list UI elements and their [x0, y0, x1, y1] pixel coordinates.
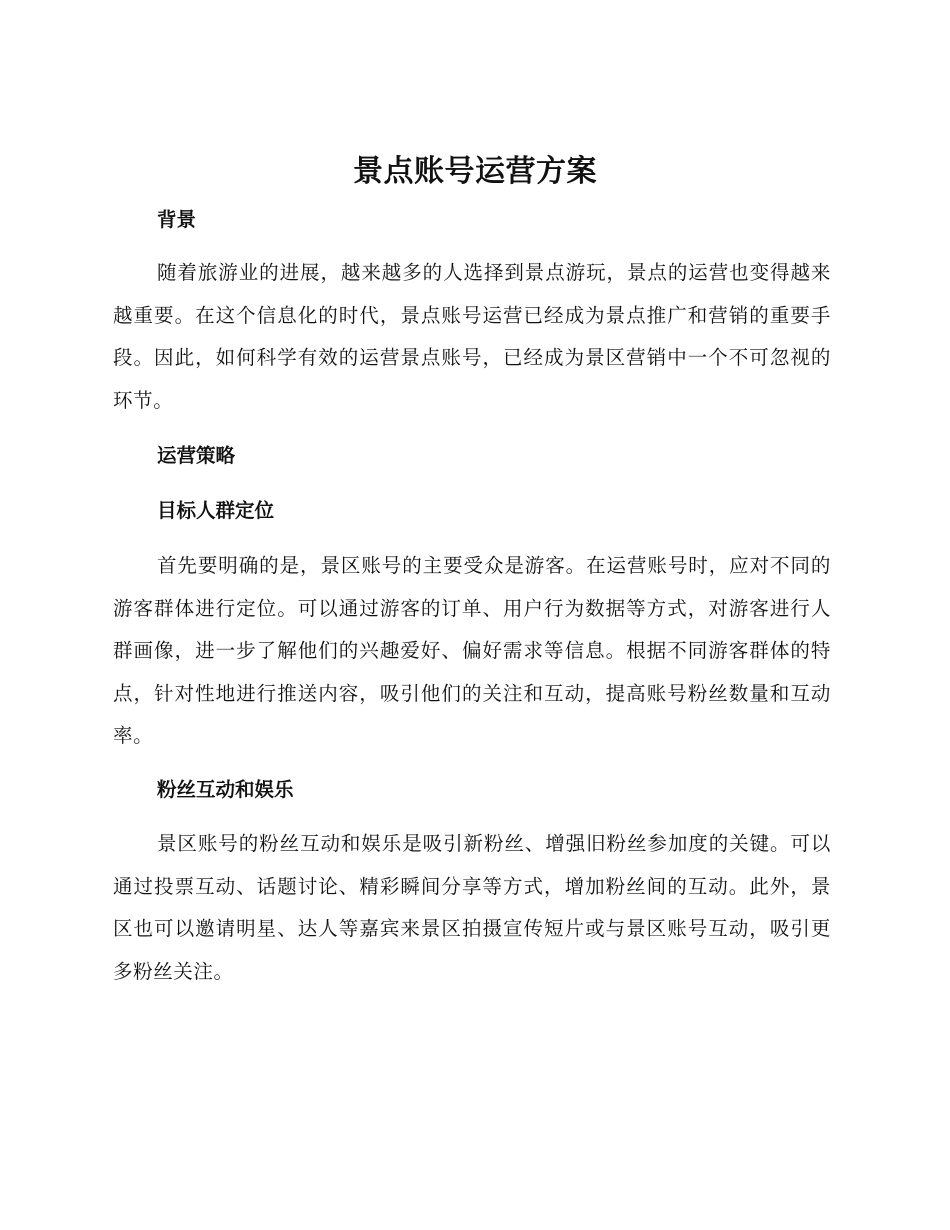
- section-paragraph-fan-interaction: 景区账号的粉丝互动和娱乐是吸引新粉丝、增强旧粉丝参加度的关键。可以通过投票互动、话题讨论、精彩瞬间分享等方式，增加粉丝间的互动。此外，景区也可以邀请明星、达人等嘉宾来景区拍摄宣传短片或与景区账号互动，吸引更多粉丝关注。: [113, 832, 831, 983]
- section-heading-strategy: 运营策略: [157, 444, 236, 467]
- section-heading-fan-interaction: 粉丝互动和娱乐: [157, 778, 294, 801]
- section-heading-target-audience: 目标人群定位: [157, 499, 275, 522]
- document-title: 景点账号运营方案: [353, 154, 597, 189]
- section-paragraph-background: 随着旅游业的进展，越来越多的人选择到景点游玩，景点的运营也变得越来越重要。在这个信息化的时代，景点账号运营已经成为景点推广和营销的重要手段。因此，如何科学有效的运营景点账号，已经成为景区营销中一个不可忽视的环节。: [113, 261, 831, 412]
- section-heading-background: 背景: [157, 208, 197, 231]
- section-paragraph-target-audience: 首先要明确的是，景区账号的主要受众是游客。在运营账号时，应对不同的游客群体进行定位。可以通过游客的订单、用户行为数据等方式，对游客进行人群画像，进一步了解他们的兴趣爱好、偏好需求等信息。根据不同游客群体的特点，针对性地进行推送内容，吸引他们的关注和互动，提高账号粉丝数量和互动率。: [113, 554, 831, 747]
